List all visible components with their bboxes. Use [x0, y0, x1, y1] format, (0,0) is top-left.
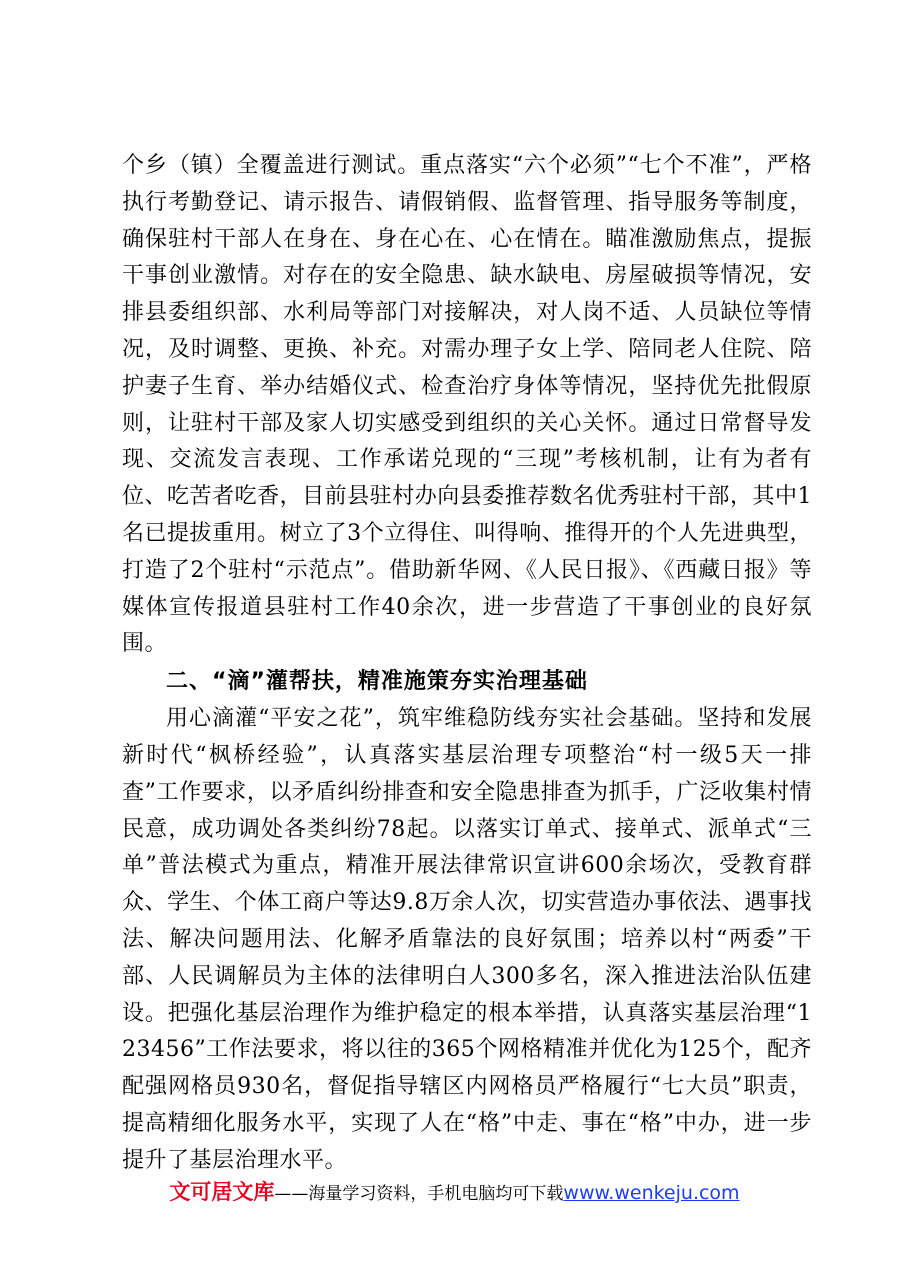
paragraph-2: 用心滴灌“平安之花”，筑牢维稳防线夯实社会基础。坚持和发展新时代“枫桥经验”，认真落实基层治理专项整治“村一级5天一排查”工作要求，以矛盾纠纷排查和安全隐患排查为抓手，广泛收集村情民意，成功调处各类纠纷78起。以落实订单式、接单式、派单式“三单”普法模式为重点，精准开展法律常识宣讲600余场次，受教育群众、学生、个体工商户等达9.8万余人次，切实营造办事依法、遇事找法、解决问题用法、化解矛盾靠法的良好氛围；培养以村“两委”干部、人民调解员为主体的法律明白人300多名，深入推进法治队伍建设。把强化基层治理作为维护稳定的根本举措，认真落实基层治理“123456”工作法要求，将以往的365个网格精准并优化为125个，配齐配强网格员930名，督促指导辖区内网格员严格履行“七大员”职责，提高精细化服务水平，实现了人在“格”中走、事在“格”中办，进一步提升了基层治理水平。: [122, 706, 812, 1173]
footer-brand: 文可居文库: [169, 1180, 275, 1204]
section-heading: 二、“滴”灌帮扶，精准施策夯实治理基础: [166, 669, 588, 695]
document-body: [122, 148, 812, 1180]
footer-banner: [0, 1177, 909, 1209]
footer-link[interactable]: www.wenkeju.com: [563, 1182, 740, 1204]
paragraph-1: 个乡（镇）全覆盖进行测试。重点落实“六个必须”“七个不准”，严格执行考勤登记、请示报告、请假销假、监督管理、指导服务等制度，确保驻村干部人在身在、身在心在、心在情在。瞄准激励焦点，提振干事创业激情。对存在的安全隐患、缺水缺电、房屋破损等情况，安排县委组织部、水利局等部门对接解决，对人岗不适、人员缺位等情况，及时调整、更换、补充。对需办理子女上学、陪同老人住院、陪护妻子生育、举办结婚仪式、检查治疗身体等情况，坚持优先批假原则，让驻村干部及家人切实感受到组织的关心关怀。通过日常督导发现、交流发言表现、工作承诺兑现的“三现”考核机制，让有为者有位、吃苦者吃香，目前县驻村办向县委推荐数名优秀驻村干部，其中1名已提拔重用。树立了3个立得住、叫得响、推得开的个人先进典型，打造了2个驻村“示范点”。借助新华网、《人民日报》、《西藏日报》等媒体宣传报道县驻村工作40余次，进一步营造了干事创业的良好氛围。: [122, 153, 812, 657]
footer-slogan: ——海量学习资料，手机电脑均可下载: [274, 1184, 564, 1204]
